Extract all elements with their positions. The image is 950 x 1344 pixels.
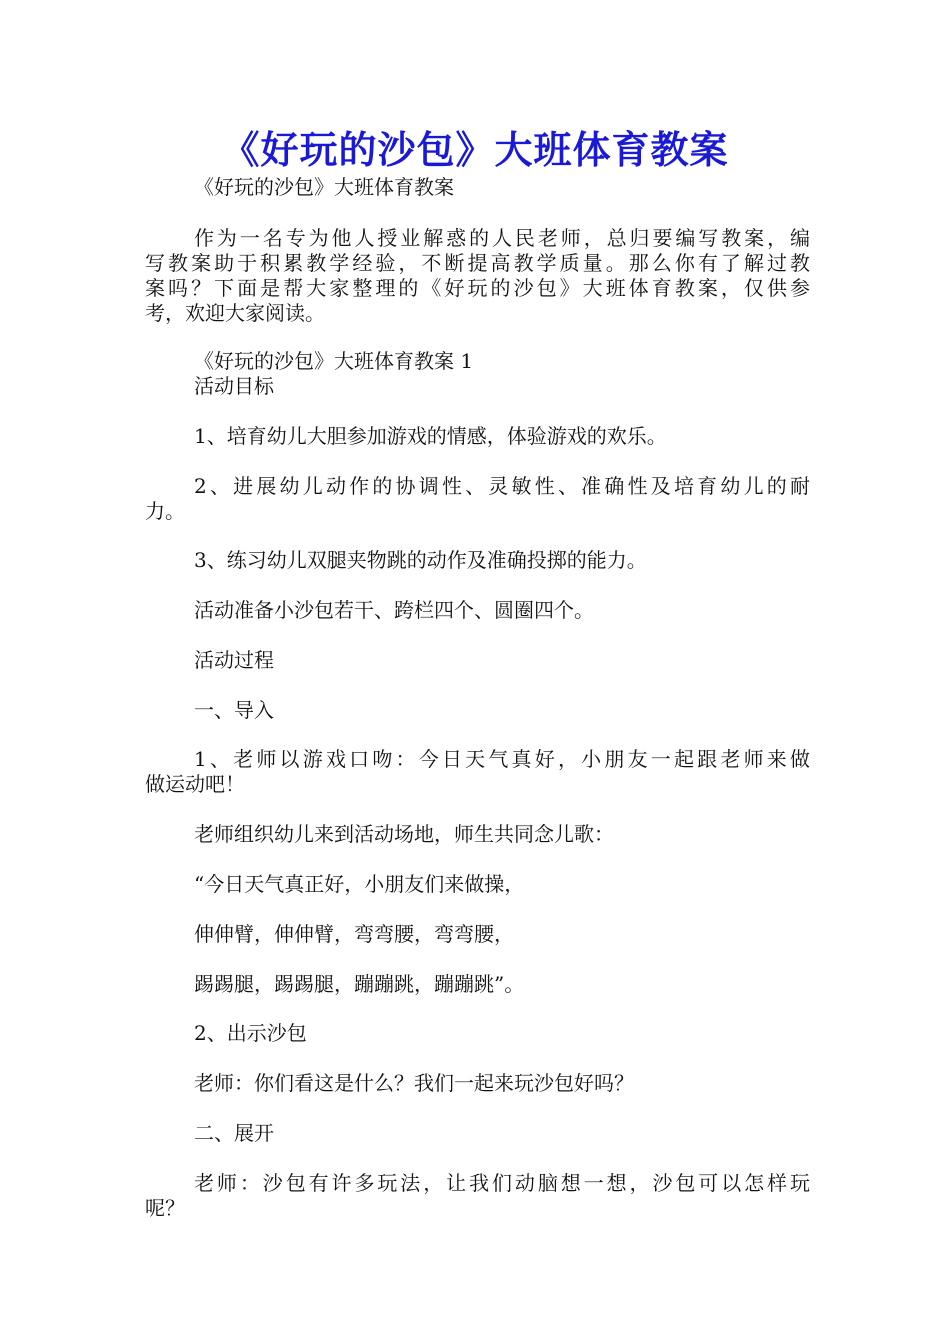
intro-line-4: 考，欢迎大家阅读。 [145,301,325,325]
step-1-description: 老师组织幼儿来到活动场地，师生共同念儿歌： [194,822,614,846]
section-heading: 《好玩的沙包》大班体育教案 1 [194,349,474,373]
teacher-prompt-line-1: 老师：沙包有许多玩法，让我们动脑想一想，沙包可以怎样玩 [194,1171,810,1195]
intro-line-3: 案吗？下面是帮大家整理的《好玩的沙包》大班体育教案，仅供参 [145,276,810,300]
intro-line-1: 作为一名专为他人授业解惑的人民老师，总归要编写教案，编 [194,226,810,250]
goals-heading: 活动目标 [194,374,274,398]
document-subtitle: 《好玩的沙包》大班体育教案 [194,175,454,199]
goal-2-line-1: 2、进展幼儿动作的协调性、灵敏性、准确性及培育幼儿的耐 [194,474,810,498]
goal-1: 1、培育幼儿大胆参加游戏的情感，体验游戏的欢乐。 [194,424,667,448]
part-2-heading: 二、展开 [194,1121,274,1145]
rhyme-line-3: 踢踢腿，踢踢腿，蹦蹦跳，蹦蹦跳”。 [194,972,525,996]
step-2: 2、出示沙包 [194,1021,307,1045]
process-heading: 活动过程 [194,648,274,672]
teacher-question: 老师：你们看这是什么？我们一起来玩沙包好吗？ [194,1071,634,1095]
document-title: 《好玩的沙包》大班体育教案 [221,128,729,172]
step-1-line-1: 1、老师以游戏口吻：今日天气真好，小朋友一起跟老师来做 [194,747,810,771]
goal-2-line-2: 力。 [145,499,185,523]
activity-preparation: 活动准备小沙包若干、跨栏四个、圆圈四个。 [194,598,594,622]
teacher-prompt-line-2: 呢？ [145,1196,185,1220]
intro-line-2: 写教案助于积累教学经验，不断提高教学质量。那么你有了解过教 [145,251,810,275]
step-1-line-2: 做运动吧！ [145,772,245,796]
rhyme-line-1: “今日天气真正好，小朋友们来做操， [194,872,525,896]
goal-3: 3、练习幼儿双腿夹物跳的动作及准确投掷的能力。 [194,548,647,572]
rhyme-line-2: 伸伸臂，伸伸臂，弯弯腰，弯弯腰， [194,922,514,946]
part-1-heading: 一、导入 [194,698,274,722]
